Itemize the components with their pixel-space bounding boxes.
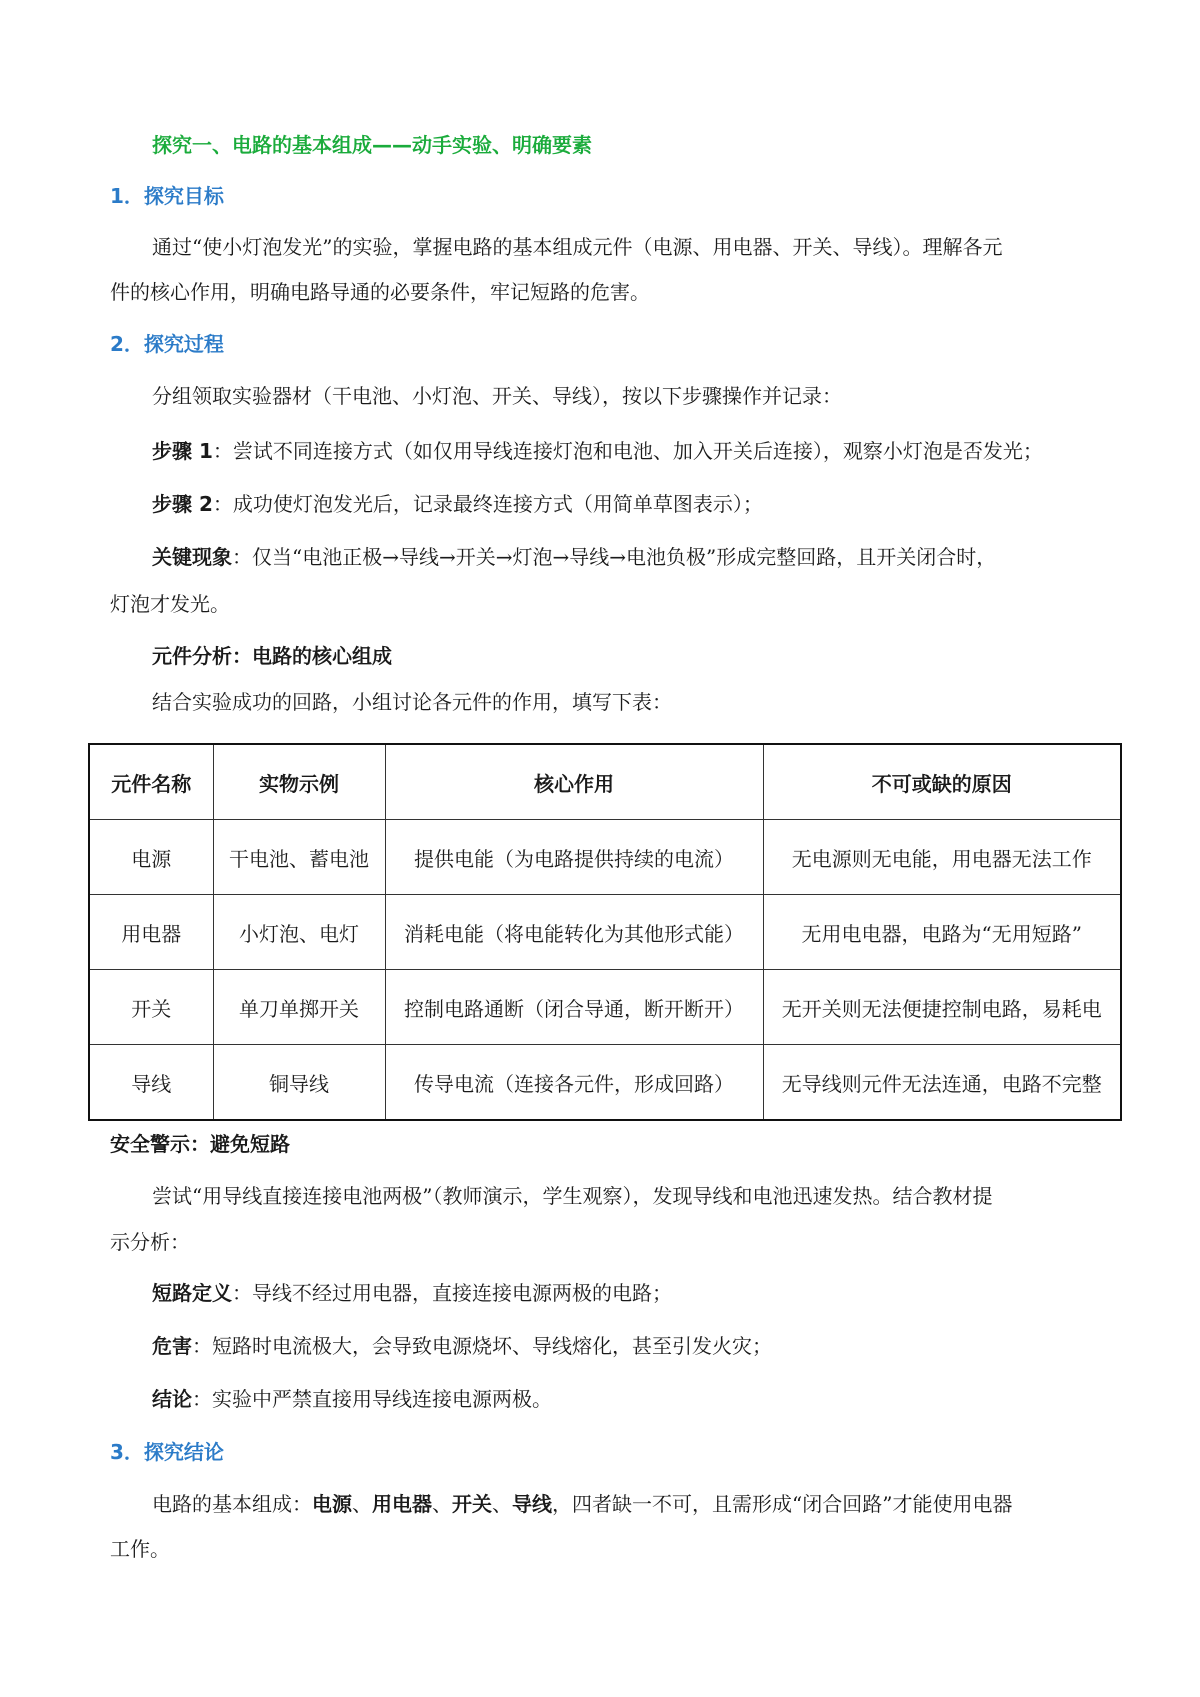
section-title: 探究一、电路的基本组成——动手实验、明确要素 xyxy=(152,133,592,157)
final-suffix: ，四者缺一不可，且需形成“闭合回路”才能使用电器 xyxy=(552,1492,1013,1516)
step1-label: 步骤 1 xyxy=(152,439,213,463)
col-header-role: 核心作用 xyxy=(385,744,763,820)
safety-title: 安全警示：避免短路 xyxy=(110,1132,290,1156)
col-header-reason: 不可或缺的原因 xyxy=(763,744,1121,820)
component-table xyxy=(88,743,1122,1121)
step1 xyxy=(152,437,1043,465)
final-sep: 、 xyxy=(492,1492,512,1516)
table-cell: 无导线则元件无法连通，电路不完整 xyxy=(763,1045,1121,1121)
table-cell: 无用电电器，电路为“无用短路” xyxy=(763,895,1121,970)
final-sep: 、 xyxy=(432,1492,452,1516)
safety-text-line2: 示分析： xyxy=(110,1230,190,1254)
conclusion xyxy=(152,1385,552,1413)
final-item: 开关 xyxy=(452,1492,492,1516)
step2 xyxy=(152,490,763,518)
table-cell: 无开关则无法便捷控制电路，易耗电 xyxy=(763,970,1121,1045)
table-cell: 铜导线 xyxy=(213,1045,385,1121)
col-header-example: 实物示例 xyxy=(213,744,385,820)
col-header-name: 元件名称 xyxy=(89,744,213,820)
def-label: 短路定义 xyxy=(152,1281,232,1305)
table-cell: 干电池、蓄电池 xyxy=(213,820,385,895)
table-row xyxy=(89,820,1121,895)
table-cell: 导线 xyxy=(89,1045,213,1121)
conclusion-text: ：实验中严禁直接用导线连接电源两极。 xyxy=(192,1387,552,1411)
heading-goal: 1．探究目标 xyxy=(110,184,224,208)
safety-text-line1: 尝试“用导线直接连接电池两极”（教师演示，学生观察），发现导线和电池迅速发热。结合教材提 xyxy=(152,1184,993,1208)
key-label: 关键现象 xyxy=(152,545,232,569)
final-line2: 工作。 xyxy=(110,1537,170,1561)
analysis-title: 元件分析：电路的核心组成 xyxy=(152,644,392,668)
process-intro: 分组领取实验器材（干电池、小灯泡、开关、导线），按以下步骤操作并记录： xyxy=(152,384,842,408)
final-line1 xyxy=(152,1490,1012,1518)
conclusion-label: 结论 xyxy=(152,1387,192,1411)
table-cell: 提供电能（为电路提供持续的电流） xyxy=(385,820,763,895)
step2-label: 步骤 2 xyxy=(152,492,213,516)
def-text: ：导线不经过用电器，直接连接电源两极的电路； xyxy=(232,1281,672,1305)
key-text-line2: 灯泡才发光。 xyxy=(110,592,230,616)
goal-text-line2: 件的核心作用，明确电路导通的必要条件，牢记短路的危害。 xyxy=(110,280,650,304)
harm-label: 危害 xyxy=(152,1334,192,1358)
final-sep: 、 xyxy=(352,1492,372,1516)
table-cell: 控制电路通断（闭合导通，断开断开） xyxy=(385,970,763,1045)
table-row xyxy=(89,895,1121,970)
final-item: 电源 xyxy=(312,1492,352,1516)
table-cell: 电源 xyxy=(89,820,213,895)
table-header-row xyxy=(89,744,1121,820)
heading-process: 2．探究过程 xyxy=(110,332,224,356)
table-cell: 用电器 xyxy=(89,895,213,970)
step2-text: ：成功使灯泡发光后，记录最终连接方式（用简单草图表示）； xyxy=(212,492,763,516)
final-item: 用电器 xyxy=(372,1492,432,1516)
harm-text: ：短路时电流极大，会导致电源烧坏、导线熔化，甚至引发火灾； xyxy=(192,1334,772,1358)
table-cell: 小灯泡、电灯 xyxy=(213,895,385,970)
table-cell: 单刀单掷开关 xyxy=(213,970,385,1045)
key-text: ：仅当“电池正极→导线→开关→灯泡→导线→电池负极”形成完整回路，且开关闭合时， xyxy=(232,545,997,569)
table-row xyxy=(89,970,1121,1045)
final-prefix: 电路的基本组成： xyxy=(152,1492,312,1516)
final-item: 导线 xyxy=(512,1492,552,1516)
step1-text: ：尝试不同连接方式（如仅用导线连接灯泡和电池、加入开关后连接），观察小灯泡是否发光； xyxy=(212,439,1043,463)
short-circuit-definition xyxy=(152,1279,672,1307)
harm xyxy=(152,1332,772,1360)
table-cell: 无电源则无电能，用电器无法工作 xyxy=(763,820,1121,895)
table-row xyxy=(89,1045,1121,1121)
heading-conclusion: 3．探究结论 xyxy=(110,1440,224,1464)
table-cell: 传导电流（连接各元件，形成回路） xyxy=(385,1045,763,1121)
goal-text-line1: 通过“使小灯泡发光”的实验，掌握电路的基本组成元件（电源、用电器、开关、导线）。理解各元 xyxy=(152,235,1003,259)
key-phenomenon xyxy=(152,543,996,571)
analysis-intro: 结合实验成功的回路，小组讨论各元件的作用，填写下表： xyxy=(152,690,672,714)
table-cell: 消耗电能（将电能转化为其他形式能） xyxy=(385,895,763,970)
table-cell: 开关 xyxy=(89,970,213,1045)
